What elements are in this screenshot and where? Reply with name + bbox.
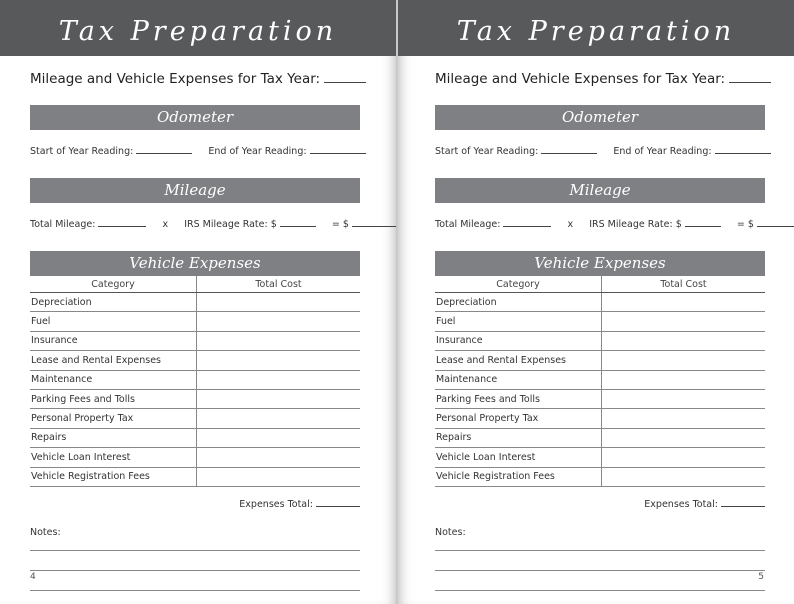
notes-line[interactable] bbox=[435, 551, 765, 571]
end-reading-label: End of Year Reading: bbox=[208, 146, 307, 157]
start-reading-label: Start of Year Reading: bbox=[435, 146, 539, 157]
notes-line[interactable] bbox=[435, 538, 765, 551]
total-cost-cell[interactable] bbox=[602, 312, 766, 331]
category-column-header: Category bbox=[435, 276, 602, 293]
page-number: 5 bbox=[758, 572, 764, 582]
total-cost-cell[interactable] bbox=[602, 428, 766, 447]
category-cell: Personal Property Tax bbox=[435, 409, 602, 428]
total-mileage-field[interactable] bbox=[503, 213, 551, 227]
table-row bbox=[435, 312, 765, 331]
total-cost-cell[interactable] bbox=[197, 428, 361, 447]
page-title-banner: Tax Preparation bbox=[0, 0, 396, 56]
category-cell: Vehicle Loan Interest bbox=[30, 448, 197, 467]
vehicle-expenses-table bbox=[30, 276, 360, 487]
start-reading-label: Start of Year Reading: bbox=[30, 146, 134, 157]
mileage-row bbox=[30, 213, 360, 230]
total-cost-cell[interactable] bbox=[197, 389, 361, 408]
total-cost-cell[interactable] bbox=[197, 448, 361, 467]
category-cell: Lease and Rental Expenses bbox=[435, 351, 602, 370]
notes-line[interactable] bbox=[435, 571, 765, 591]
category-cell: Repairs bbox=[435, 428, 602, 447]
total-cost-cell[interactable] bbox=[602, 467, 766, 486]
category-cell: Depreciation bbox=[435, 293, 602, 312]
total-cost-cell[interactable] bbox=[602, 448, 766, 467]
tax-year-row bbox=[435, 69, 765, 89]
table-row bbox=[30, 389, 360, 408]
table-row bbox=[435, 467, 765, 486]
expenses-total-field[interactable] bbox=[721, 493, 765, 507]
table-row bbox=[30, 467, 360, 486]
page-content bbox=[435, 56, 765, 591]
table-row bbox=[30, 331, 360, 350]
times-sign: x bbox=[567, 219, 574, 230]
table-row bbox=[435, 409, 765, 428]
total-cost-cell[interactable] bbox=[197, 467, 361, 486]
odometer-row bbox=[30, 140, 360, 157]
table-row bbox=[435, 293, 765, 312]
vehicle-expenses-header: Vehicle Expenses bbox=[435, 251, 765, 276]
page-number: 4 bbox=[30, 572, 36, 582]
category-cell: Depreciation bbox=[30, 293, 197, 312]
category-cell: Vehicle Registration Fees bbox=[435, 467, 602, 486]
total-cost-cell[interactable] bbox=[602, 409, 766, 428]
category-cell: Parking Fees and Tolls bbox=[30, 389, 197, 408]
notes-line[interactable] bbox=[30, 538, 360, 551]
total-cost-cell[interactable] bbox=[197, 312, 361, 331]
table-header-row bbox=[435, 276, 765, 293]
total-cost-column-header: Total Cost bbox=[197, 276, 361, 293]
total-cost-cell[interactable] bbox=[197, 409, 361, 428]
tax-year-field[interactable] bbox=[729, 69, 771, 83]
category-cell: Insurance bbox=[30, 331, 197, 350]
mileage-header: Mileage bbox=[435, 178, 765, 203]
total-cost-cell[interactable] bbox=[602, 293, 766, 312]
equals-sign: = $ bbox=[331, 219, 349, 230]
table-row bbox=[435, 370, 765, 389]
page-content bbox=[30, 56, 360, 591]
notes-label: Notes: bbox=[435, 526, 466, 538]
total-mileage-label: Total Mileage: bbox=[30, 219, 96, 230]
expenses-total-row bbox=[435, 493, 765, 509]
end-reading-label: End of Year Reading: bbox=[613, 146, 712, 157]
notes-line[interactable] bbox=[30, 571, 360, 591]
table-row bbox=[30, 312, 360, 331]
start-reading-field[interactable] bbox=[541, 140, 597, 154]
total-cost-cell[interactable] bbox=[197, 351, 361, 370]
irs-rate-label: IRS Mileage Rate: $ bbox=[589, 219, 682, 230]
times-sign: x bbox=[162, 219, 169, 230]
category-cell: Maintenance bbox=[30, 370, 197, 389]
table-row bbox=[30, 370, 360, 389]
total-cost-cell[interactable] bbox=[602, 351, 766, 370]
category-cell: Vehicle Loan Interest bbox=[435, 448, 602, 467]
notes-label: Notes: bbox=[30, 526, 61, 538]
total-cost-cell[interactable] bbox=[602, 389, 766, 408]
mileage-row bbox=[435, 213, 765, 230]
table-row bbox=[30, 428, 360, 447]
expenses-total-label: Expenses Total: bbox=[644, 498, 718, 510]
category-cell: Lease and Rental Expenses bbox=[30, 351, 197, 370]
category-cell: Parking Fees and Tolls bbox=[435, 389, 602, 408]
tax-year-label: Mileage and Vehicle Expenses for Tax Year: bbox=[435, 71, 726, 87]
irs-rate-label: IRS Mileage Rate: $ bbox=[184, 219, 277, 230]
notes-line[interactable] bbox=[30, 551, 360, 571]
irs-rate-field[interactable] bbox=[280, 213, 316, 227]
total-cost-column-header: Total Cost bbox=[602, 276, 766, 293]
left-page bbox=[0, 0, 396, 604]
table-row bbox=[30, 448, 360, 467]
total-mileage-label: Total Mileage: bbox=[435, 219, 501, 230]
right-page bbox=[398, 0, 794, 604]
tax-year-field[interactable] bbox=[324, 69, 366, 83]
table-row bbox=[30, 409, 360, 428]
mileage-header: Mileage bbox=[30, 178, 360, 203]
mileage-result-field[interactable] bbox=[352, 213, 396, 227]
table-row bbox=[435, 331, 765, 350]
category-cell: Vehicle Registration Fees bbox=[30, 467, 197, 486]
table-row bbox=[30, 293, 360, 312]
total-cost-cell[interactable] bbox=[602, 370, 766, 389]
irs-rate-field[interactable] bbox=[685, 213, 721, 227]
notes-section bbox=[30, 527, 360, 591]
category-cell: Insurance bbox=[435, 331, 602, 350]
odometer-row bbox=[435, 140, 765, 157]
tax-year-row bbox=[30, 69, 360, 89]
expenses-total-field[interactable] bbox=[316, 493, 360, 507]
expenses-total-label: Expenses Total: bbox=[239, 498, 313, 510]
odometer-header: Odometer bbox=[30, 105, 360, 130]
equals-sign: = $ bbox=[736, 219, 754, 230]
mileage-result-field[interactable] bbox=[757, 213, 794, 227]
table-row bbox=[30, 351, 360, 370]
table-row bbox=[435, 389, 765, 408]
category-cell: Repairs bbox=[30, 428, 197, 447]
page-title-banner: Tax Preparation bbox=[398, 0, 794, 56]
start-reading-field[interactable] bbox=[136, 140, 192, 154]
category-cell: Fuel bbox=[30, 312, 197, 331]
category-cell: Fuel bbox=[435, 312, 602, 331]
total-cost-cell[interactable] bbox=[197, 293, 361, 312]
total-cost-cell[interactable] bbox=[197, 370, 361, 389]
category-cell: Personal Property Tax bbox=[30, 409, 197, 428]
odometer-header: Odometer bbox=[435, 105, 765, 130]
table-row bbox=[435, 351, 765, 370]
end-reading-field[interactable] bbox=[310, 140, 366, 154]
category-cell: Maintenance bbox=[435, 370, 602, 389]
tax-year-label: Mileage and Vehicle Expenses for Tax Year: bbox=[30, 71, 321, 87]
table-header-row bbox=[30, 276, 360, 293]
total-mileage-field[interactable] bbox=[98, 213, 146, 227]
end-reading-field[interactable] bbox=[715, 140, 771, 154]
table-row bbox=[435, 428, 765, 447]
category-column-header: Category bbox=[30, 276, 197, 293]
total-cost-cell[interactable] bbox=[602, 331, 766, 350]
expenses-total-row bbox=[30, 493, 360, 509]
total-cost-cell[interactable] bbox=[197, 331, 361, 350]
table-row bbox=[435, 448, 765, 467]
vehicle-expenses-header: Vehicle Expenses bbox=[30, 251, 360, 276]
vehicle-expenses-table bbox=[435, 276, 765, 487]
notes-section bbox=[435, 527, 765, 591]
